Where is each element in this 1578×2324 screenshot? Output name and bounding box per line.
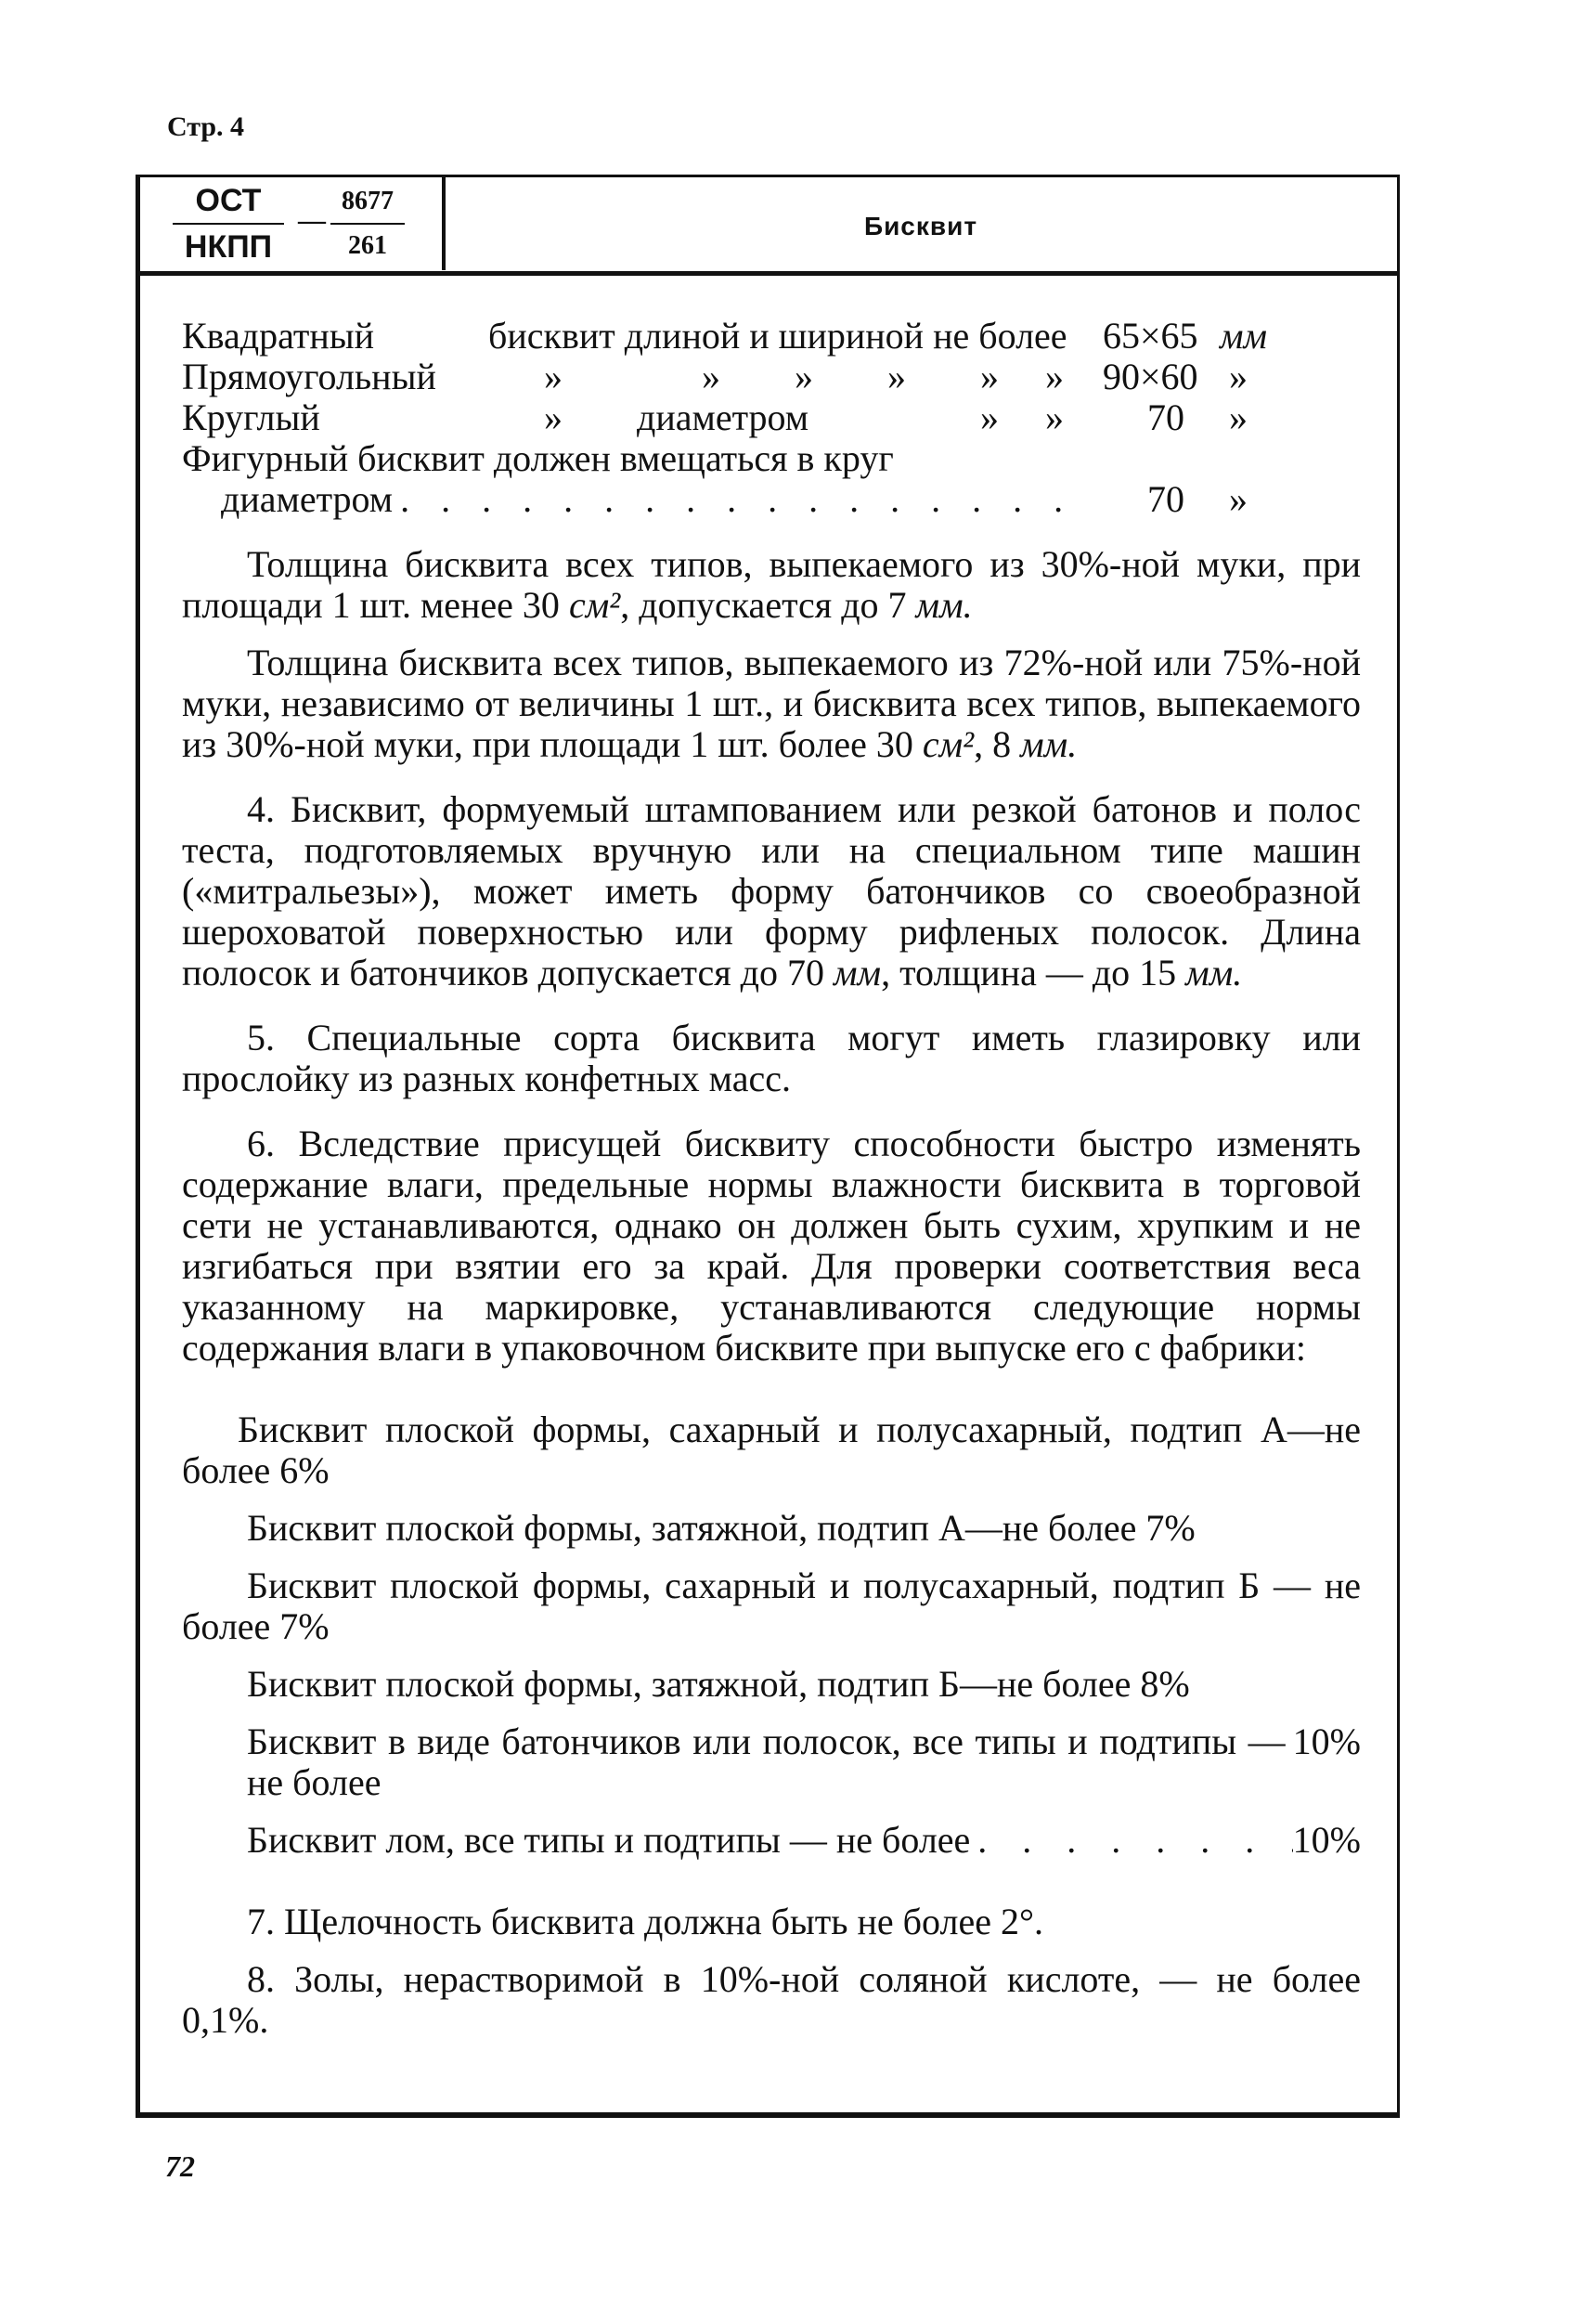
item-value: 10% (1292, 1720, 1361, 1762)
para-text: Толщина бисквита всех типов, выпекаемого из 30%-ной муки, при площади 1 шт. менее 30 (182, 543, 1361, 626)
para-unit: мм. (915, 584, 973, 626)
ditto-mark: » (1045, 356, 1064, 397)
item-value: 10% (1292, 1819, 1361, 1861)
size-value: 70 (1147, 478, 1184, 520)
size-name: Квадратный (182, 315, 375, 357)
para-text: 4. Бисквит, формуемый штампованием или резкой батонов и полос теста, подготовляемых вручную или на специальном типе машин («митральезы»), может иметь форму батончиков со своеобразной шероховатой поверхностью или форму рифленых полосок. Длина полосок и батончиков допускается до 70 (182, 788, 1361, 993)
leader-dots (970, 1820, 1292, 1861)
size-row-rect (182, 357, 1361, 397)
leader-dots (393, 479, 1084, 520)
item-text: Бисквит в виде батончиков или полосок, все типы и подтипы — не более (247, 1720, 1286, 1803)
standard-number (330, 185, 405, 263)
size-value: 65×65 (1103, 315, 1198, 357)
std-top-left: ОСТ (195, 183, 262, 218)
std-bottom-left: НКПП (184, 229, 273, 265)
size-text: диаметром (637, 396, 809, 438)
ditto-mark: » (1045, 396, 1064, 438)
size-name: Прямоугольный (182, 356, 436, 397)
size-text: диаметром (221, 478, 394, 520)
ditto-mark: » (980, 356, 999, 397)
standard-header (136, 175, 1400, 275)
paragraph-thickness-30 (182, 544, 1361, 626)
size-name: Круглый (182, 396, 320, 438)
fraction-bar (330, 223, 405, 225)
leader-line (182, 1721, 1361, 1803)
ditto-mark: » (980, 396, 999, 438)
paragraph-8: 8. Золы, нерастворимой в 10%-ной соляной кислоте, — не более 0,1%. (182, 1958, 1361, 2041)
std-bottom-right: 261 (348, 231, 387, 260)
para-text: Толщина бисквита всех типов, выпекаемого из 72%-ной или 75%-ной муки, независимо от величины 1 шт., и бисквита всех типов, выпекаемого из 30%-ной муки, при площади 1 шт. более 30 (182, 642, 1361, 765)
moisture-item: Бисквит плоской формы, сахарный и полусахарный, подтип Б — не более 7% (182, 1564, 1361, 1647)
ditto-mark: » (887, 356, 906, 397)
moisture-item: Бисквит плоской формы, затяжной, подтип Б—не более 8% (247, 1663, 1190, 1705)
page-number: 72 (165, 2149, 195, 2183)
size-text: бисквит длиной и шириной не более (488, 315, 1067, 357)
ditto-mark: » (544, 356, 563, 397)
para-unit: см² (922, 723, 975, 765)
document-title: Бисквит (863, 212, 978, 240)
size-text: Фигурный бисквит должен вмещаться в круг (182, 437, 894, 479)
para-unit: см² (568, 584, 621, 626)
size-row-figured (182, 438, 1361, 479)
paragraph-6: 6. Вследствие присущей бисквиту способности быстро изменять содержание влаги, предельные нормы влажности бисквита в торговой сети не устанавливаются, однако он должен быть сухим, хрупким и не изгибаться при взятии его за край. Для проверки соответствия веса указанному на маркировке, устанавливаются следующие нормы содержания влаги в упаковочном бисквите при выпуске его с фабрики: (182, 1123, 1361, 1369)
page-label: Стр. 4 (167, 111, 245, 142)
ditto-mark: » (795, 356, 813, 397)
leader-dots (1286, 1721, 1293, 1762)
leader-line (221, 479, 1084, 520)
size-row-round (182, 397, 1361, 438)
size-unit: » (1229, 356, 1248, 397)
paragraph-thickness-72 (182, 643, 1361, 765)
para-unit: мм. (1020, 723, 1078, 765)
size-unit: мм (1220, 315, 1268, 357)
item-text: Бисквит лом, все типы и подтипы — не более (247, 1819, 971, 1861)
standard-prefix (173, 183, 284, 265)
header-bottom-rule (136, 271, 1400, 276)
size-unit: » (1229, 478, 1248, 520)
moisture-item: Бисквит плоской формы, затяжной, подтип А—не более 7% (247, 1507, 1196, 1549)
moisture-item: Бисквит плоской формы, сахарный и полусахарный, подтип А—не более 6% (182, 1409, 1361, 1491)
page-content (182, 316, 1361, 2041)
standard-number-box (136, 177, 446, 270)
size-unit: » (1229, 396, 1248, 438)
ditto-mark: » (702, 356, 720, 397)
size-row-figured-diameter (182, 479, 1361, 520)
size-row-square (182, 316, 1361, 357)
size-value: 90×60 (1103, 356, 1198, 397)
para-text: , допускается до 7 (620, 584, 907, 626)
fraction-bar (173, 223, 284, 225)
para-unit: мм (834, 952, 882, 993)
std-top-right: 8677 (342, 187, 394, 215)
size-value: 70 (1147, 396, 1184, 438)
paragraph-4 (182, 789, 1361, 993)
moisture-item-broken (182, 1820, 1361, 1861)
para-unit: мм. (1185, 952, 1243, 993)
ditto-mark: » (544, 396, 563, 438)
std-dash: — (298, 205, 326, 236)
para-text: , толщина — до 15 (881, 952, 1177, 993)
para-text: , 8 (974, 723, 1012, 765)
paragraph-7: 7. Щелочность бисквита должна быть не более 2°. (247, 1901, 1043, 1942)
moisture-item-bars (182, 1721, 1361, 1803)
paragraph-5: 5. Специальные сорта бисквита могут иметь глазировку или прослойку из разных конфетных масс. (182, 1017, 1361, 1099)
